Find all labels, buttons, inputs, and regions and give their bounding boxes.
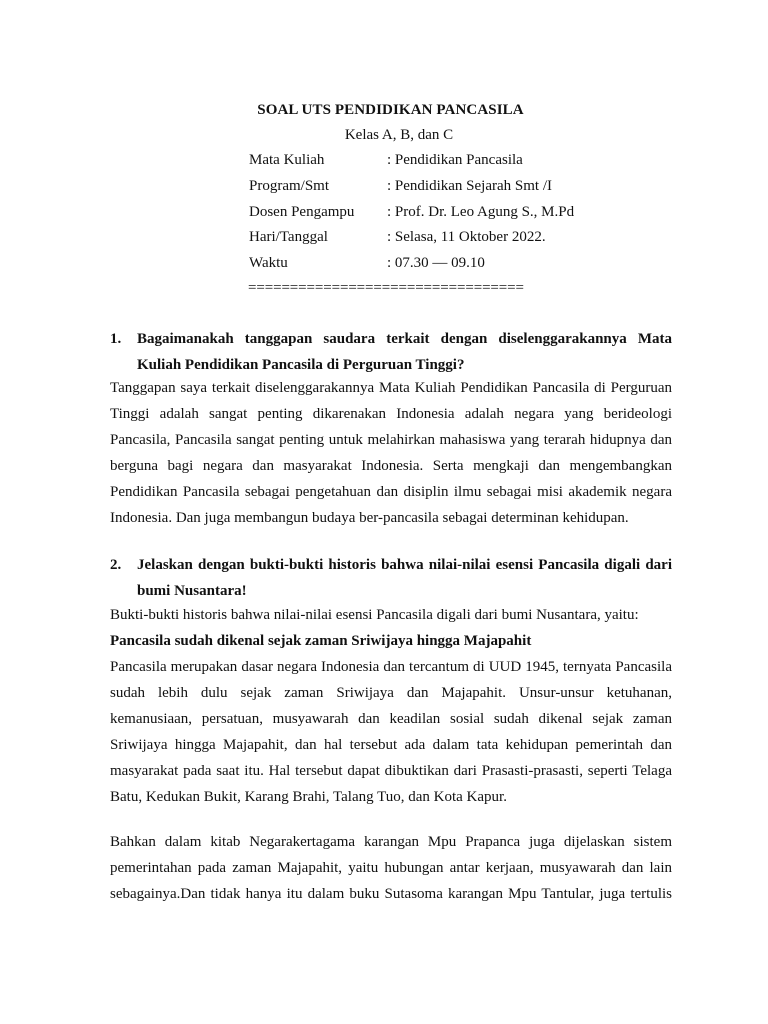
info-value: : Pendidikan Sejarah Smt /I bbox=[387, 178, 552, 194]
document-title: SOAL UTS PENDIDIKAN PANCASILA bbox=[257, 102, 524, 118]
answer-1: Tanggapan saya terkait diselenggarakannya Mata Kuliah Pendidikan Pancasila di Perguruan Tinggi adalah sangat penting dikarenakan Indonesia adalah negara yang berideologi Pancasila, Pancasila sangat penting untuk melahirkan mahasiswa yang terarah hidupnya dan berguna bagi negara dan masyarakat Indonesia. Serta mengkaji dan mengembangkan Pendidikan Pancasila sebagai pengetahuan dan disiplin ilmu sebagai misi akademik negara Indonesia. Dan juga membangun budaya ber-pancasila sebagai determinan kehidupan. bbox=[110, 380, 672, 526]
answer-2-paragraph-2: Bahkan dalam kitab Negarakertagama karangan Mpu Prapanca juga dijelaskan sistem pemerintahan pada zaman Majapahit, yaitu hubungan antar kerjaan, musyawarah dan lain sebagainya.Dan tidak hanya itu dalam buku Sutasoma karangan Mpu Tantular, juga tertulis bbox=[110, 834, 672, 902]
info-value: : Pendidikan Pancasila bbox=[387, 152, 523, 168]
info-value: : 07.30 — 09.10 bbox=[387, 255, 485, 271]
question-text: Bagaimanakah tanggapan saudara terkait dengan diselenggarakannya Mata Kuliah Pendidikan Pancasila di Perguruan Tinggi? bbox=[137, 331, 672, 373]
question-text: Jelaskan dengan bukti-bukti historis bahwa nilai-nilai esensi Pancasila digali dari bumi Nusantara! bbox=[137, 557, 672, 599]
info-key: Hari/Tanggal bbox=[249, 229, 328, 245]
info-key: Mata Kuliah bbox=[249, 152, 325, 168]
answer-2-intro: Bukti-bukti historis bahwa nilai-nilai esensi Pancasila digali dari bumi Nusantara, yaitu: bbox=[110, 607, 639, 623]
document-subtitle: Kelas A, B, dan C bbox=[344, 127, 454, 143]
info-value: : Prof. Dr. Leo Agung S., M.Pd bbox=[387, 204, 575, 220]
question-number: 1. bbox=[110, 331, 122, 347]
info-value: : Selasa, 11 Oktober 2022. bbox=[387, 229, 546, 245]
question-number: 2. bbox=[110, 557, 122, 573]
info-key: Program/Smt bbox=[249, 178, 330, 194]
question-1 bbox=[110, 326, 672, 378]
info-key: Dosen Pengampu bbox=[249, 204, 355, 220]
header-divider: ================================= bbox=[248, 280, 524, 296]
answer-2-paragraph-1: Pancasila merupakan dasar negara Indonesia dan tercantum di UUD 1945, ternyata Pancasila sudah lebih dulu sejak zaman Sriwijaya dan Majapahit. Unsur-unsur ketuhanan, kemanusiaan, persatuan, musyawarah dan keadilan sosial sudah dikenal sejak zaman Sriwijaya hingga Majapahit, dan hal tersebut ada dalam tata kehidupan pemerintah dan masyarakat pada saat itu. Hal tersebut dapat dibuktikan dari Prasasti-prasasti, seperti Telaga Batu, Kedukan Bukit, Karang Brahi, Talang Tuo, dan Kota Kapur. bbox=[110, 659, 672, 805]
answer-2-subheading: Pancasila sudah dikenal sejak zaman Sriwijaya hingga Majapahit bbox=[110, 633, 532, 649]
question-2 bbox=[110, 552, 672, 604]
info-key: Waktu bbox=[249, 255, 288, 271]
